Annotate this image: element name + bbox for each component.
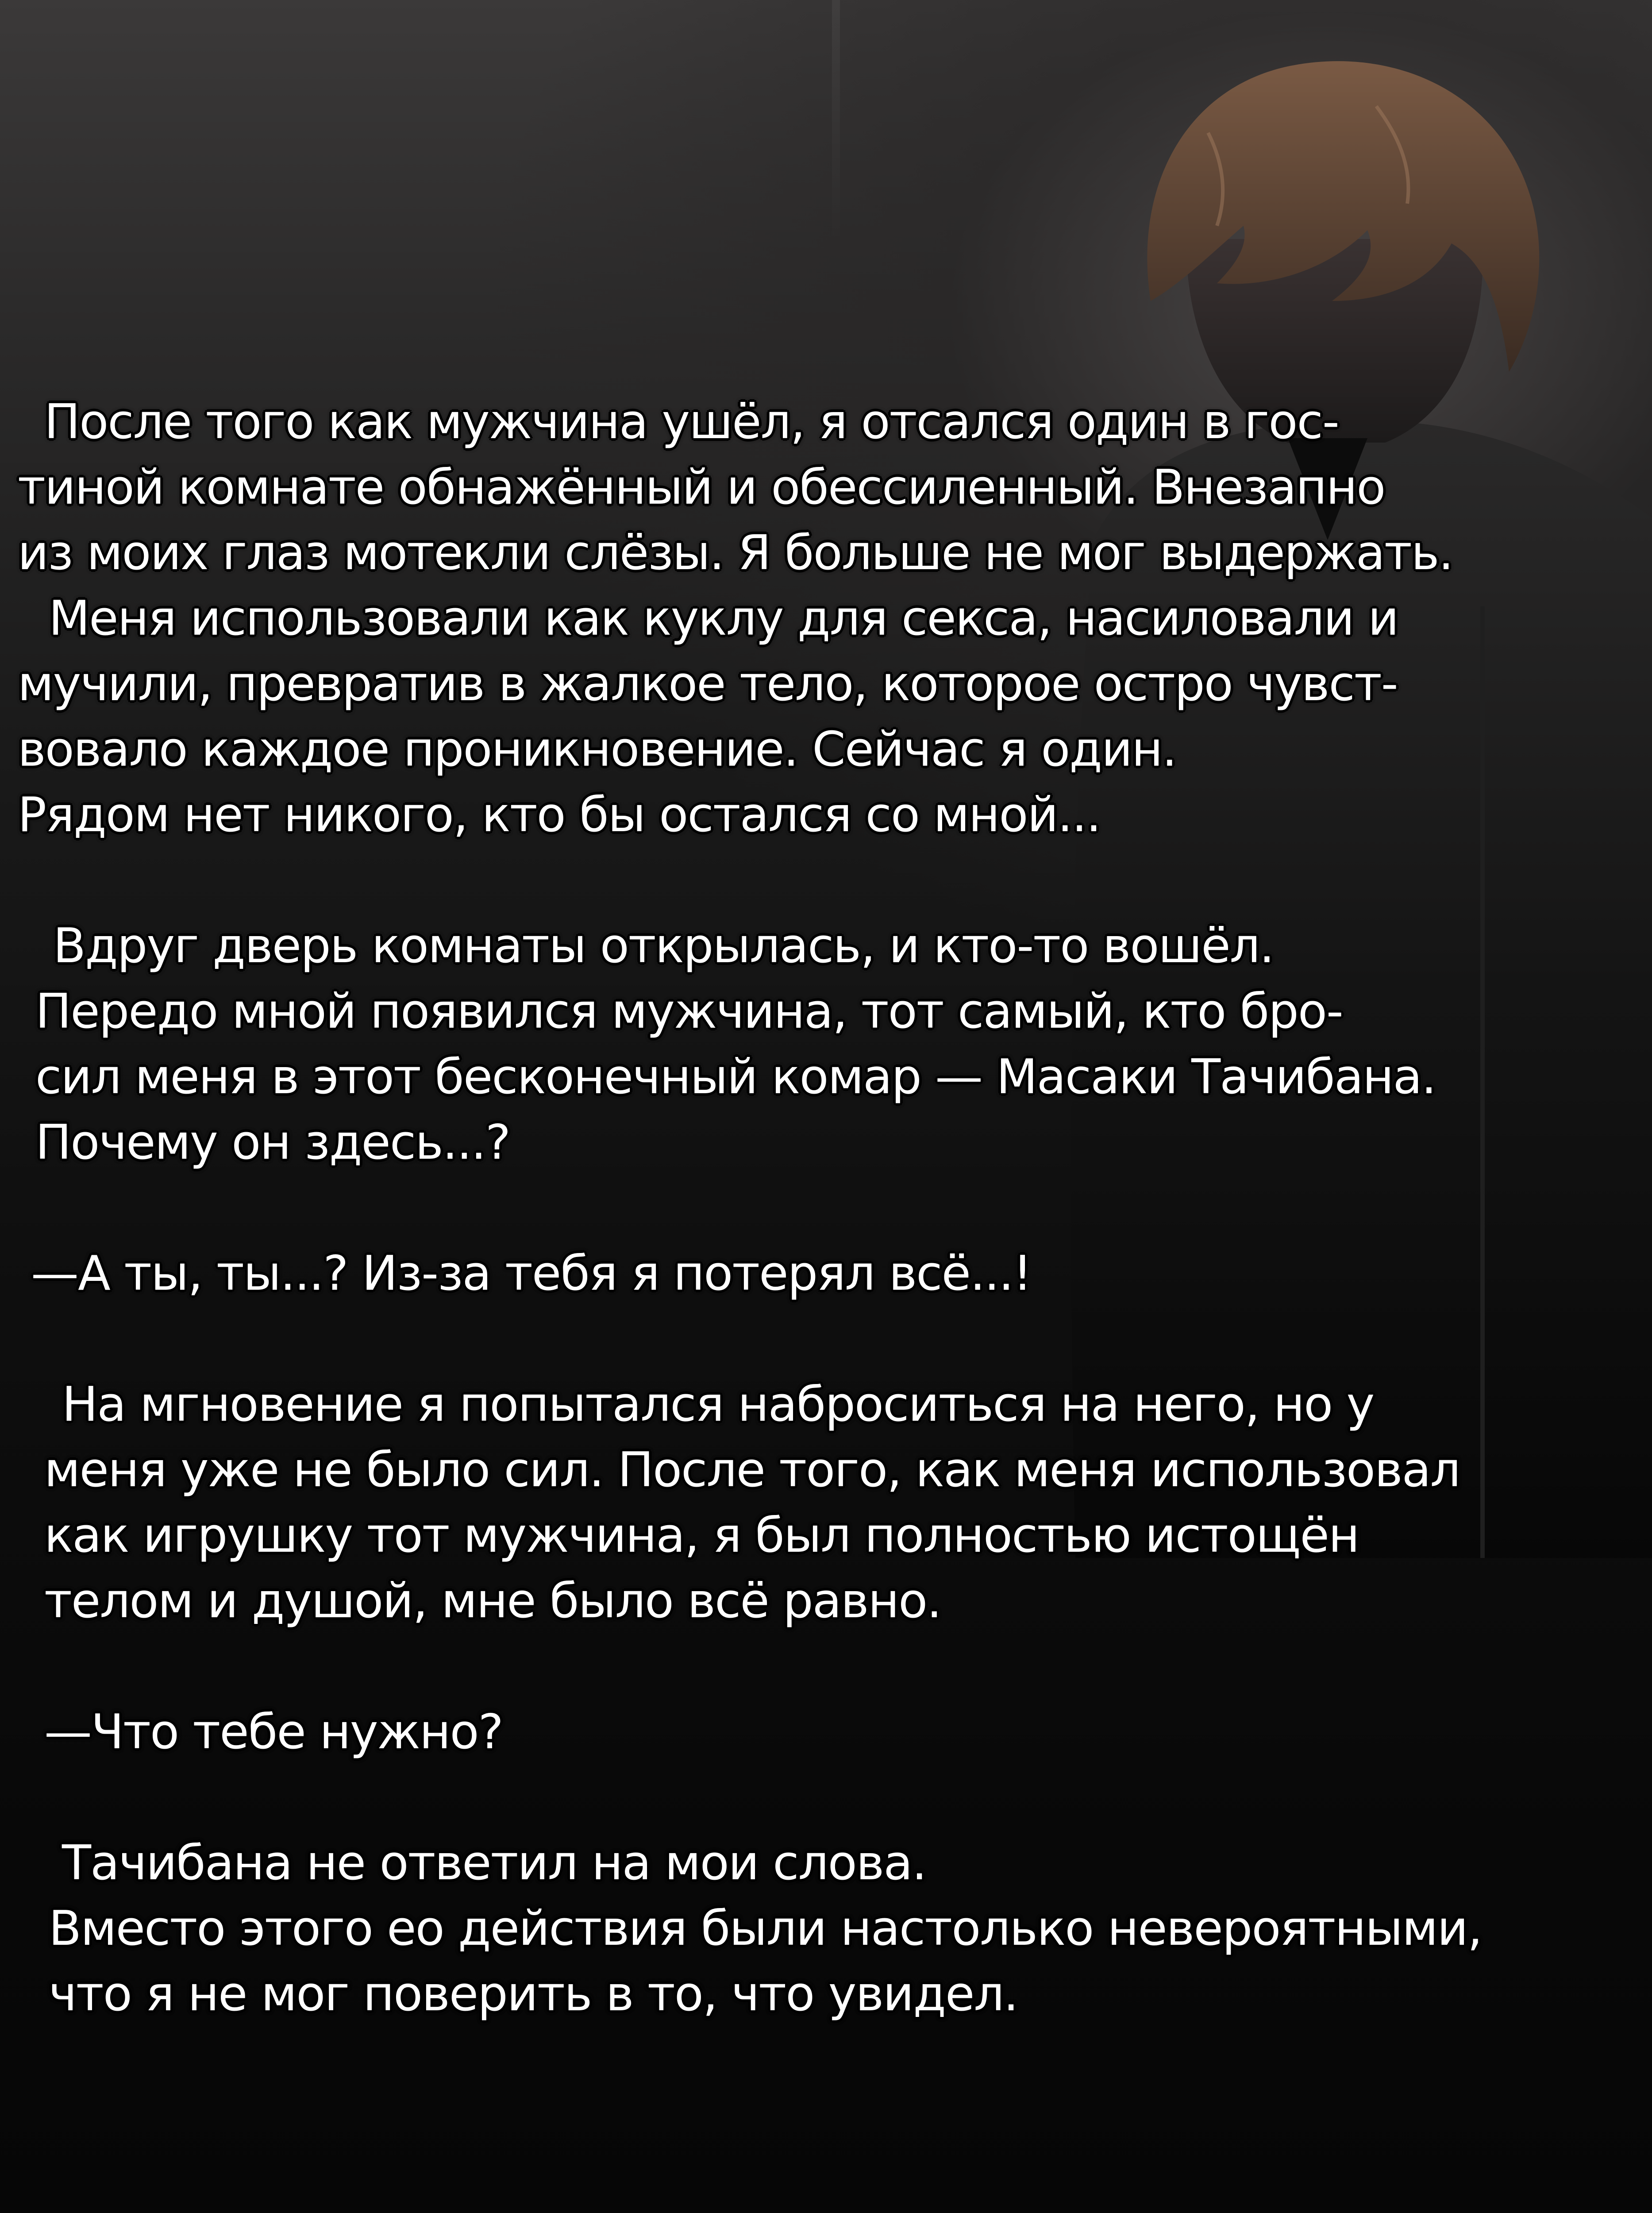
paragraph bbox=[49, 1831, 1642, 2027]
text-line: меня уже не было сил. После того, как меня использовал bbox=[44, 1442, 1460, 1498]
text-line: что я не мог поверить в то, что увидел. bbox=[49, 1966, 1018, 2022]
narration-text bbox=[13, 389, 1642, 2027]
text-line: Рядом нет никого, кто бы остался со мной... bbox=[18, 787, 1101, 843]
text-line: тиной комнате обнажённый и обессиленный. Внезапно bbox=[18, 460, 1385, 515]
text-line: из моих глаз мотекли слёзы. Я больше не мог выдержать. bbox=[18, 525, 1453, 581]
text-line: После того как мужчина ушёл, я отсался один в гос- bbox=[44, 394, 1339, 450]
text-line: Передо мной появился мужчина, тот самый, кто бро- bbox=[35, 984, 1343, 1039]
text-line: —Что тебе нужно? bbox=[44, 1704, 503, 1760]
paragraph bbox=[44, 1372, 1642, 1634]
text-line: как игрушку тот мужчина, я был полностью истощён bbox=[44, 1508, 1359, 1563]
text-line: На мгновение я попытался наброситься на него, но у bbox=[62, 1377, 1374, 1432]
paragraph bbox=[35, 914, 1642, 1176]
text-line: Тачибана не ответил на мои слова. bbox=[62, 1835, 926, 1891]
text-line: Вместо этого ео действия были настолько невероятными, bbox=[49, 1901, 1482, 1956]
text-line: вовало каждое проникновение. Сейчас я один. bbox=[18, 722, 1177, 777]
text-line: Меня использовали как куклу для секса, насиловали и bbox=[49, 591, 1398, 646]
text-line: Вдруг дверь комнаты открылась, и кто-то вошёл. bbox=[53, 918, 1274, 974]
text-line: сил меня в этот бесконечный комар — Масаки Тачибана. bbox=[35, 1049, 1436, 1105]
dialogue-line bbox=[44, 1700, 1642, 1765]
dialogue-line bbox=[31, 1241, 1642, 1307]
background-wall-edge bbox=[832, 0, 840, 248]
paragraph bbox=[18, 389, 1642, 848]
text-line: телом и душой, мне было всё равно. bbox=[44, 1573, 941, 1629]
text-line: мучили, превратив в жалкое тело, которое остро чувст- bbox=[18, 656, 1398, 712]
text-line: Почему он здесь...? bbox=[35, 1115, 510, 1170]
text-line: —А ты, ты...? Из-за тебя я потерял всё...! bbox=[31, 1246, 1032, 1301]
